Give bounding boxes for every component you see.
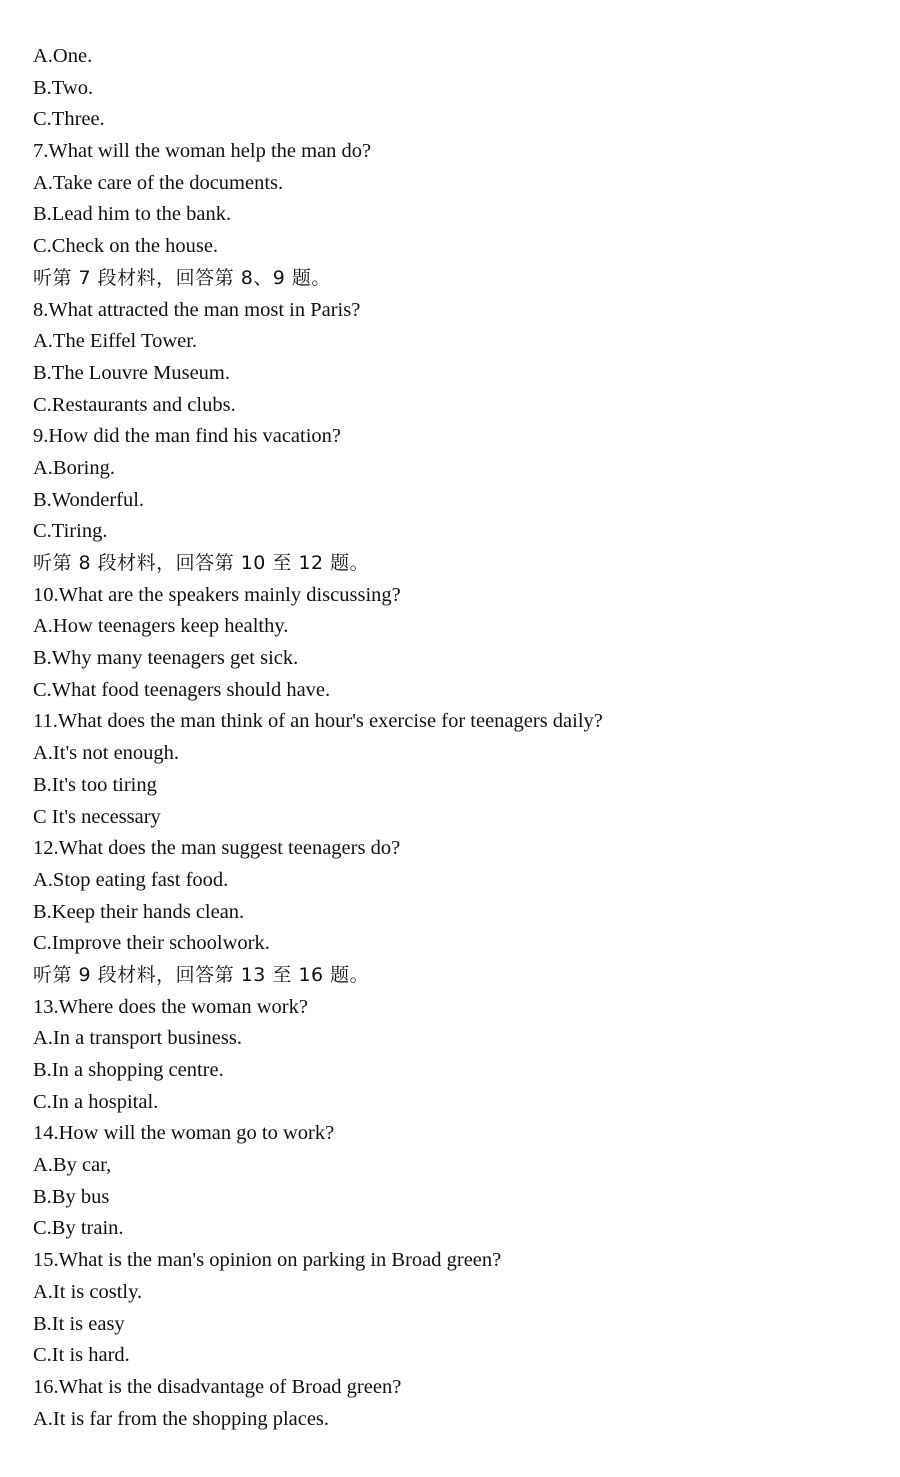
question-text: 16.What is the disadvantage of Broad green?	[33, 1375, 402, 1398]
section-instruction: 听第 7 段材料，回答第 8、9 题。	[33, 266, 331, 289]
answer-option: A.How teenagers keep healthy.	[33, 615, 289, 638]
answer-option: B.By bus	[33, 1185, 110, 1208]
answer-option: A.It is far from the shopping places.	[33, 1407, 330, 1430]
question-text: 15.What is the man's opinion on parking in Broad green?	[33, 1249, 502, 1272]
answer-option: A.Stop eating fast food.	[33, 868, 229, 891]
question-list	[33, 41, 873, 1435]
answer-option: A.Take care of the documents.	[33, 171, 284, 194]
question-text: 14.How will the woman go to work?	[33, 1122, 335, 1145]
answer-option: C.Restaurants and clubs.	[33, 393, 236, 416]
question-text: 11.What does the man think of an hour's exercise for teenagers daily?	[33, 710, 603, 733]
answer-option: A.It is costly.	[33, 1280, 143, 1303]
answer-option: C.In a hospital.	[33, 1090, 159, 1113]
answer-option: A.Boring.	[33, 456, 115, 479]
section-instruction: 听第 9 段材料，回答第 13 至 16 题。	[33, 963, 370, 986]
question-text: 8.What attracted the man most in Paris?	[33, 298, 361, 321]
answer-option: B.Lead him to the bank.	[33, 203, 232, 226]
question-text: 9.How did the man find his vacation?	[33, 425, 342, 448]
answer-option: B.The Louvre Museum.	[33, 361, 230, 384]
answer-option: B.Keep their hands clean.	[33, 900, 245, 923]
answer-option: C.Check on the house.	[33, 235, 219, 258]
answer-option: A.By car,	[33, 1154, 112, 1177]
answer-option: B.In a shopping centre.	[33, 1059, 224, 1081]
answer-option: A.The Eiffel Tower.	[33, 330, 198, 353]
answer-option: A.One.	[33, 45, 93, 67]
answer-option: C.What food teenagers should have.	[33, 678, 331, 701]
answer-option: B.Wonderful.	[33, 488, 145, 511]
answer-option: C It's necessary	[33, 805, 161, 828]
answer-option: C.Tiring.	[33, 520, 108, 543]
question-text: 7.What will the woman help the man do?	[33, 140, 372, 163]
answer-option: C.By train.	[33, 1217, 124, 1240]
answer-option: B.It's too tiring	[33, 773, 157, 796]
question-text: 12.What does the man suggest teenagers do?	[33, 837, 401, 860]
answer-option: A.It's not enough.	[33, 742, 180, 765]
answer-option: C.Improve their schoolwork.	[33, 932, 270, 955]
question-text: 13.Where does the woman work?	[33, 995, 308, 1018]
answer-option: B.Why many teenagers get sick.	[33, 647, 299, 670]
section-instruction: 听第 8 段材料，回答第 10 至 12 题。	[33, 552, 370, 574]
answer-option: B.Two.	[33, 76, 94, 99]
question-text: 10.What are the speakers mainly discussing?	[33, 583, 401, 606]
answer-option: C.It is hard.	[33, 1344, 130, 1367]
answer-option: B.It is easy	[33, 1312, 125, 1335]
answer-option: C.Three.	[33, 108, 105, 131]
answer-option: A.In a transport business.	[33, 1027, 242, 1050]
